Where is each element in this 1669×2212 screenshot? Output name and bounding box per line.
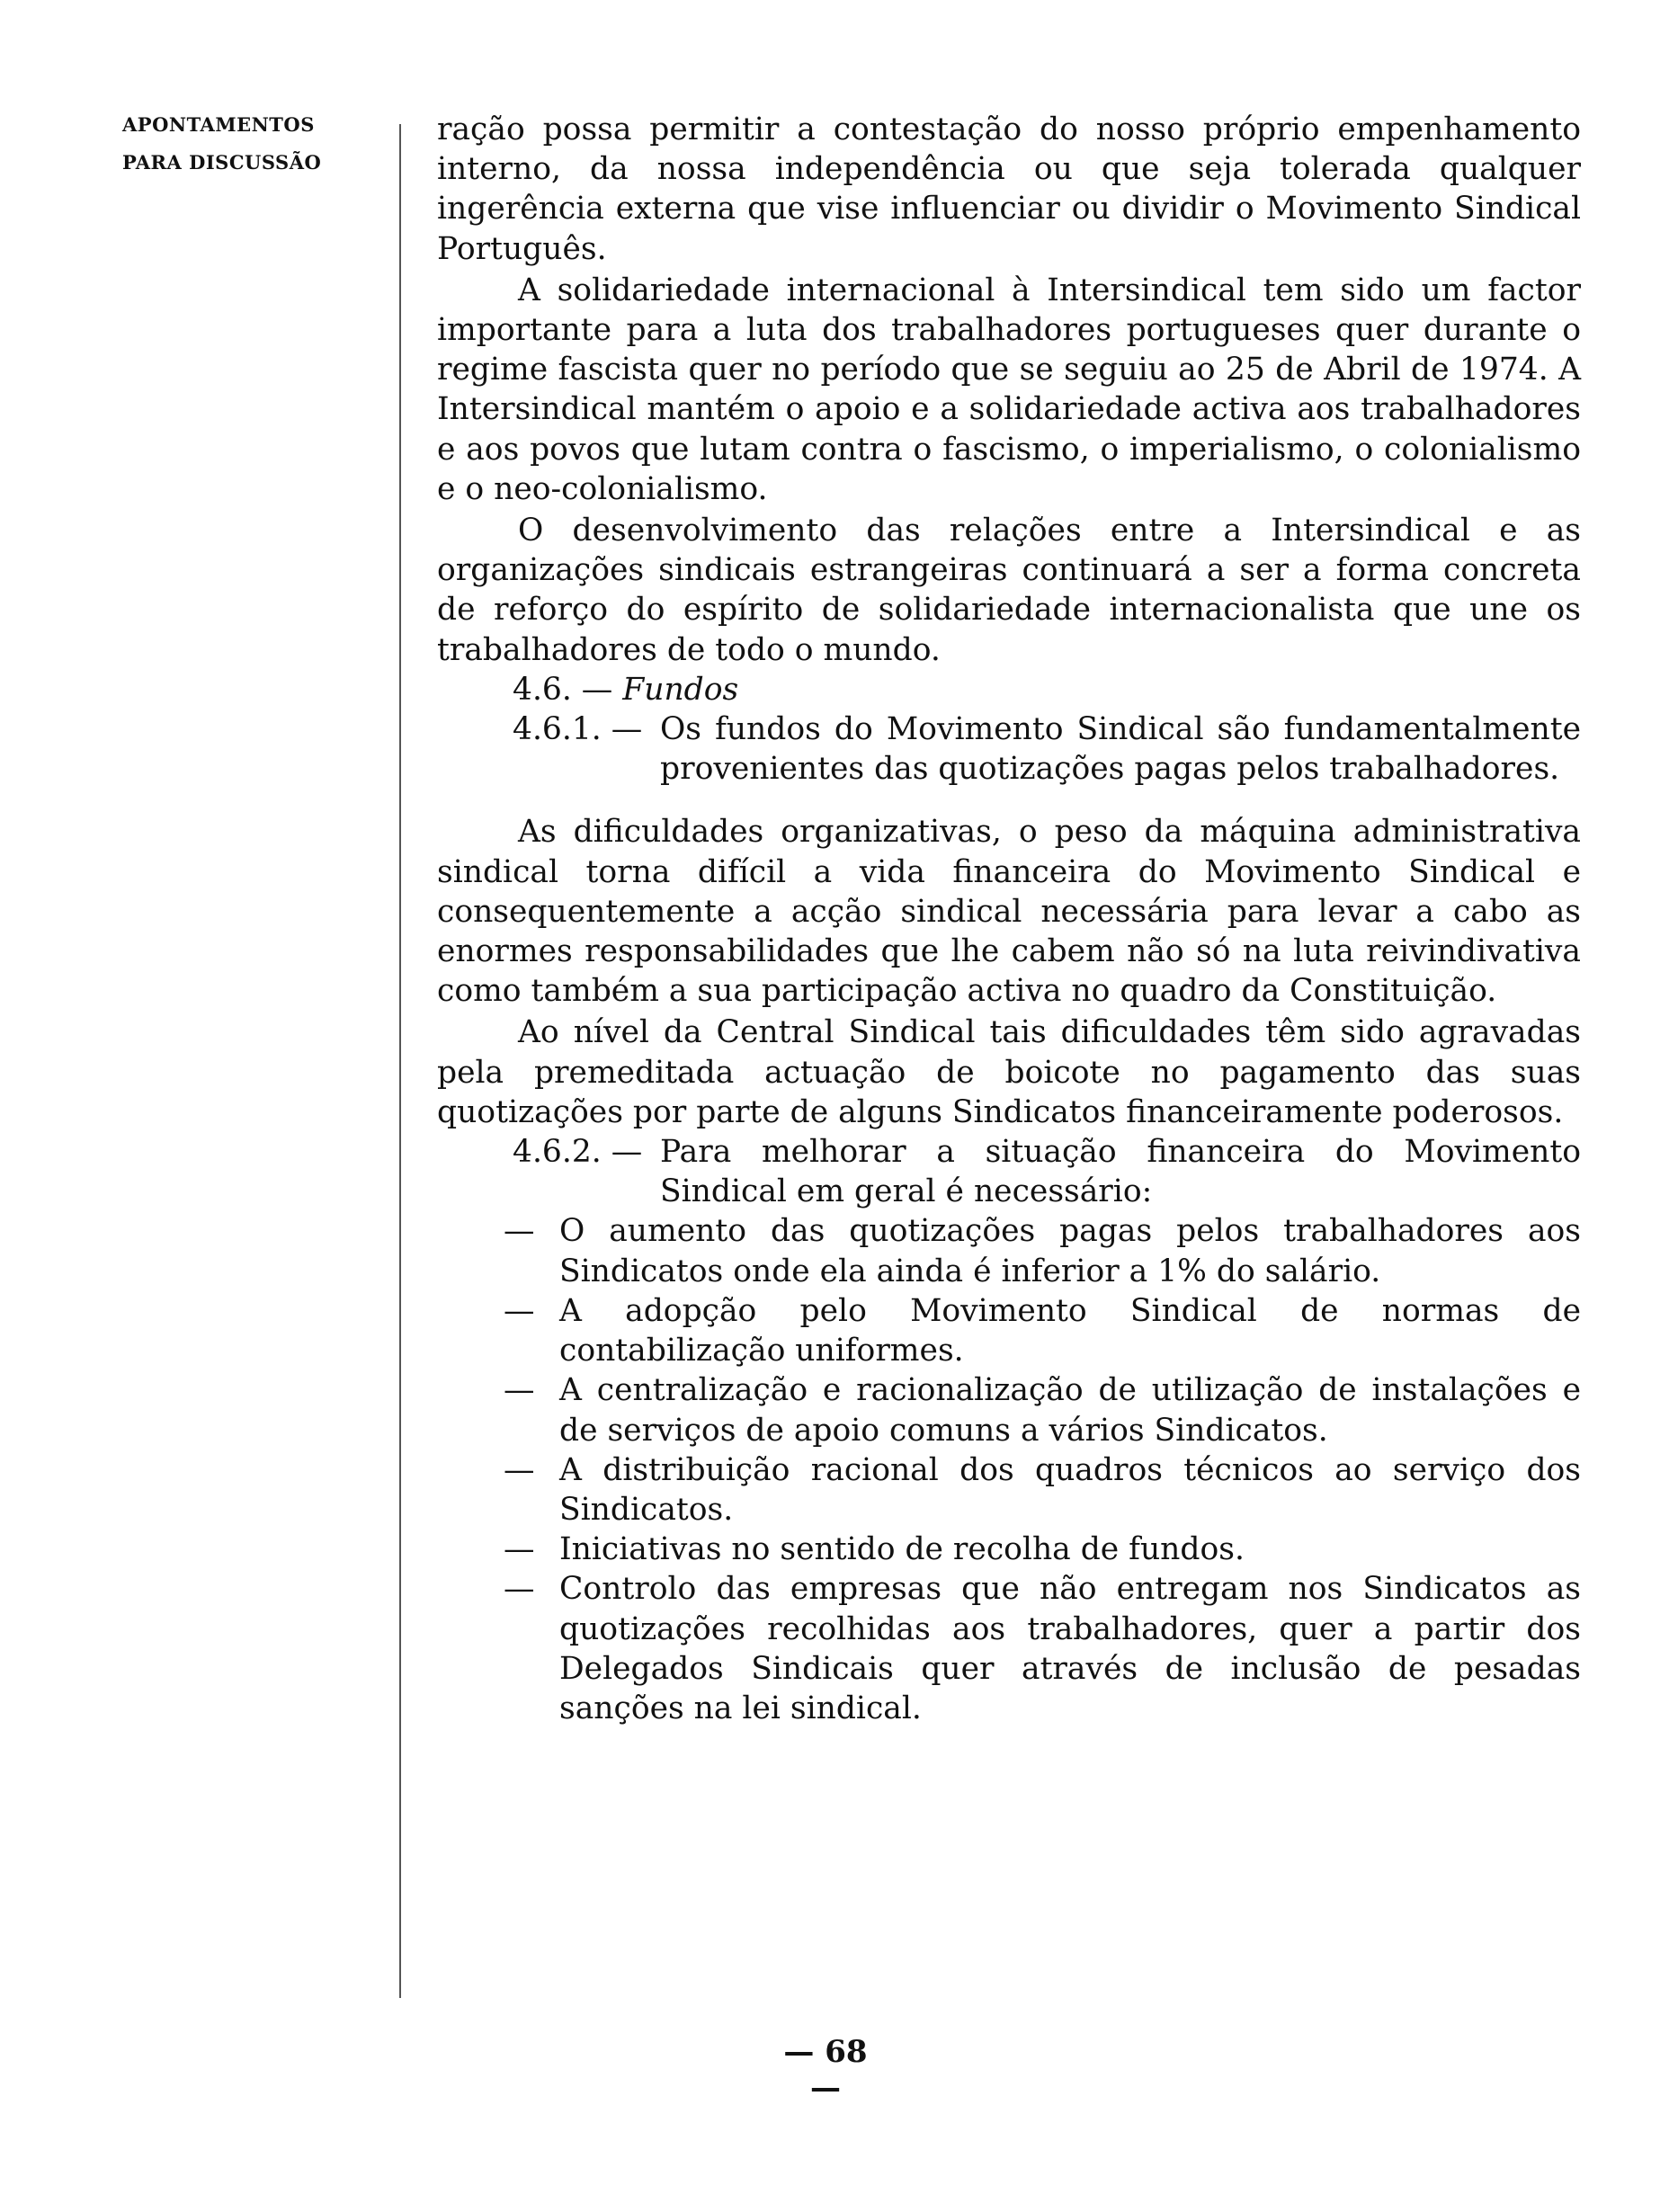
- list-item-text: A centralização e racionalização de utilização de instalações e de serviços de apoio comuns a vários Sindicatos.: [559, 1372, 1581, 1449]
- list-dash: —: [504, 1292, 535, 1329]
- list-dash: —: [504, 1531, 535, 1568]
- list-item-text: A adopção pelo Movimento Sindical de normas de contabilização uniformes.: [559, 1292, 1581, 1369]
- item-4-6-2-number: 4.6.2. —: [513, 1134, 643, 1171]
- paragraph-difficulties: As dificuldades organizativas, o peso da máquina administrativa sindical torna difícil a vida financeira do Movimento Sindical e consequentemente a acção sindical necessária para levar a cabo as enormes responsabilidades que lhe cabem não só na luta reivindivativa como também a sua participação activa no quadro da Constituição.: [437, 814, 1581, 1010]
- list-item-text: Controlo das empresas que não entregam nos Sindicatos as quotizações recolhidas aos trabalhadores, quer a partir dos Delegados Sindicais quer através de inclusão de pesadas sanções na lei sindical.: [559, 1571, 1581, 1726]
- section-title: Fundos: [622, 671, 739, 708]
- section-heading-fundos: [437, 670, 1581, 709]
- body-text: [437, 110, 1581, 1728]
- item-4-6-2: [437, 1132, 1581, 1211]
- list-item: [437, 1450, 1581, 1530]
- page-number: — 68 —: [783, 2034, 868, 2106]
- margin-rule: [399, 124, 401, 1998]
- side-header-line-1: APONTAMENTOS: [122, 113, 315, 136]
- item-4-6-2-text: Para melhorar a situação financeira do Movimento Sindical em geral é necessário:: [660, 1134, 1581, 1210]
- item-4-6-1-text: Os fundos do Movimento Sindical são fundamentalmente provenientes das quotizações pagas pelos trabalhadores.: [660, 711, 1581, 788]
- list-dash: —: [504, 1451, 535, 1488]
- paragraph-international-solidarity: A solidariedade internacional à Intersindical tem sido um factor importante para a luta dos trabalhadores portugueses quer durante o regime fascista quer no período que se seguiu ao 25 de Abril de 1974. A Intersindical mantém o apoio e a solidariedade activa aos trabalhadores e aos povos que lutam contra o fascismo, o imperialismo, o colonialismo e o neo-colonialismo.: [437, 272, 1581, 507]
- list-dash: —: [504, 1213, 535, 1250]
- paragraph-continuation: ração possa permitir a contestação do nosso próprio empenhamento interno, da nossa independência ou que seja tolerada qualquer ingerência externa que vise influenciar ou dividir o Movimento Sindical Português.: [437, 111, 1581, 267]
- list-item: [437, 1569, 1581, 1728]
- list-item: [437, 1530, 1581, 1569]
- paragraph-central-sindical: Ao nível da Central Sindical tais dificuldades têm sido agravadas pela premeditada actuação de boicote no pagamento das suas quotizações por parte de alguns Sindicatos financeiramente poderosos.: [437, 1014, 1581, 1130]
- item-4-6-1: [437, 709, 1581, 789]
- list-item-text: O aumento das quotizações pagas pelos trabalhadores aos Sindicatos onde ela ainda é inferior a 1% do salário.: [559, 1213, 1581, 1289]
- list-dash: —: [504, 1372, 535, 1409]
- item-4-6-1-number: 4.6.1. —: [513, 711, 643, 748]
- list-item: [437, 1370, 1581, 1449]
- side-header-line-2: PARA DISCUSSÃO: [122, 151, 322, 174]
- measures-list: [437, 1211, 1581, 1728]
- paragraph-international-relations: O desenvolvimento das relações entre a Intersindical e as organizações sindicais estrangeiras continuará a ser a forma concreta de reforço do espírito de solidariedade internacionalista que une os trabalhadores de todo o mundo.: [437, 513, 1581, 668]
- list-item: [437, 1211, 1581, 1290]
- list-dash: —: [504, 1571, 535, 1608]
- list-item-text: Iniciativas no sentido de recolha de fundos.: [559, 1531, 1245, 1568]
- list-item-text: A distribuição racional dos quadros técnicos ao serviço dos Sindicatos.: [559, 1451, 1581, 1528]
- section-number: 4.6. —: [513, 671, 613, 708]
- side-header: [122, 106, 392, 182]
- list-item: [437, 1291, 1581, 1370]
